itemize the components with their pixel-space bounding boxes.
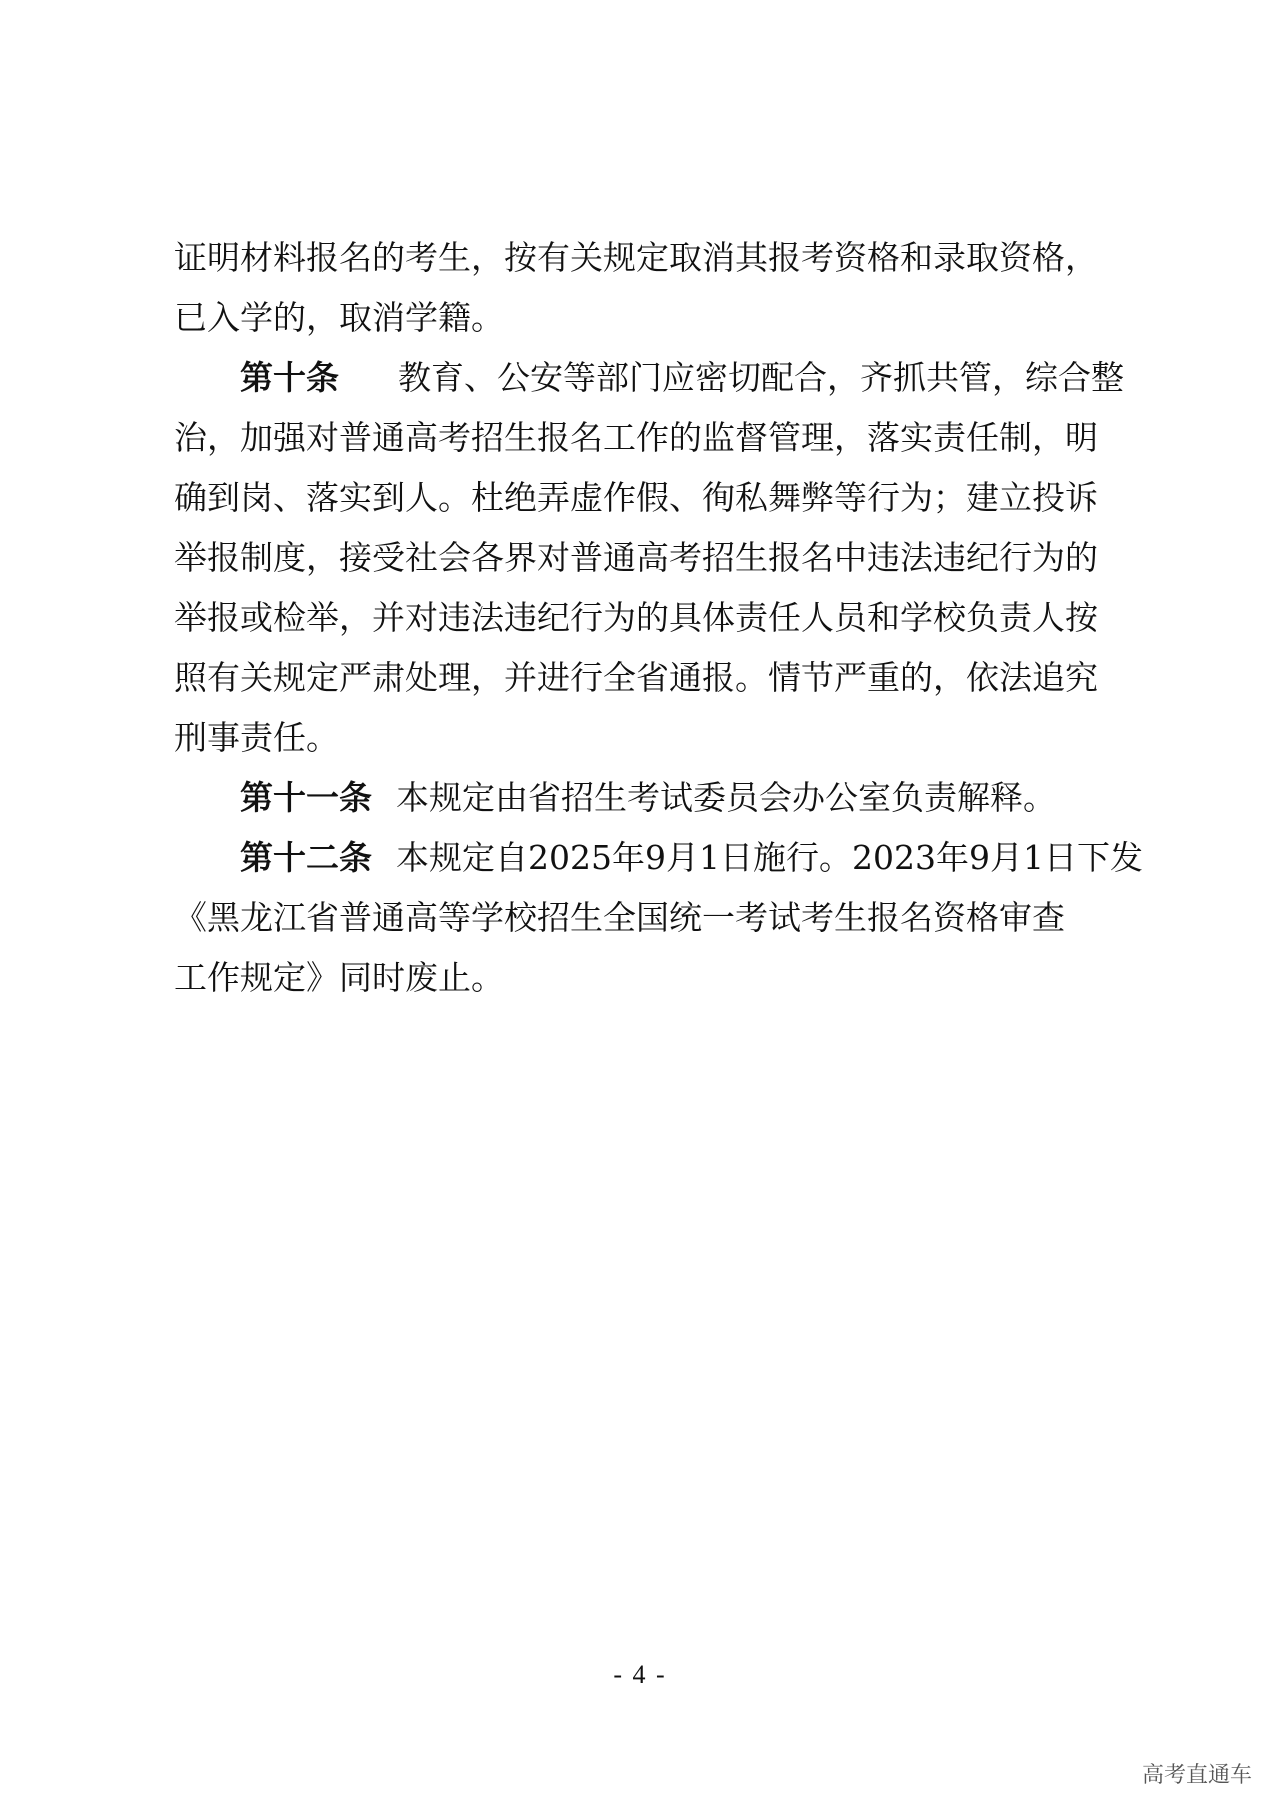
body-line: [174, 296, 1124, 340]
body-text: 刑事责任。: [174, 718, 339, 757]
body-text: 本规定由省招生考试委员会办公室负责解释。: [396, 778, 1056, 817]
article-11-line: [240, 776, 1124, 820]
body-line: [174, 416, 1124, 460]
body-text: 已入学的，取消学籍。: [174, 298, 504, 337]
article-12-first-line: [240, 836, 1143, 880]
watermark-text: 高考直通车: [1141, 1763, 1252, 1788]
body-line: [174, 956, 1124, 1000]
body-text: 证明材料报名的考生，按有关规定取消其报考资格和录取资格，: [174, 238, 1098, 277]
article-11-heading: 第十一条: [240, 778, 372, 817]
body-line: [174, 716, 1124, 760]
body-text: 举报或检举，并对违法违纪行为的具体责任人员和学校负责人按: [174, 598, 1098, 637]
body-line: [174, 656, 1124, 700]
body-text: 教育、公安等部门应密切配合，齐抓共管，综合整: [398, 358, 1124, 397]
article-12-heading: 第十二条: [240, 838, 372, 877]
body-text: 确到岗、落实到人。杜绝弄虚作假、徇私舞弊等行为；建立投诉: [174, 478, 1098, 517]
body-line: [174, 476, 1124, 520]
body-text: 治，加强对普通高考招生报名工作的监督管理，落实责任制，明: [174, 418, 1098, 457]
body-line: [174, 596, 1124, 640]
body-text: 工作规定》同时废止。: [174, 958, 504, 997]
body-line: [174, 536, 1124, 580]
body-line: [174, 896, 1124, 940]
page-number: - 4 -: [613, 1660, 667, 1689]
body-line: [174, 236, 1124, 280]
body-text: 《黑龙江省普通高等学校招生全国统一考试考生报名资格审查: [174, 898, 1065, 937]
body-text: 举报制度，接受社会各界对普通高考招生报名中违法违纪行为的: [174, 538, 1098, 577]
body-text: 本规定自2025年9月1日施行。2023年9月1日下发: [396, 838, 1143, 877]
article-10-heading: 第十条: [240, 358, 339, 397]
article-10-first-line: [240, 356, 1124, 400]
body-text: 照有关规定严肃处理，并进行全省通报。情节严重的，依法追究: [174, 658, 1098, 697]
